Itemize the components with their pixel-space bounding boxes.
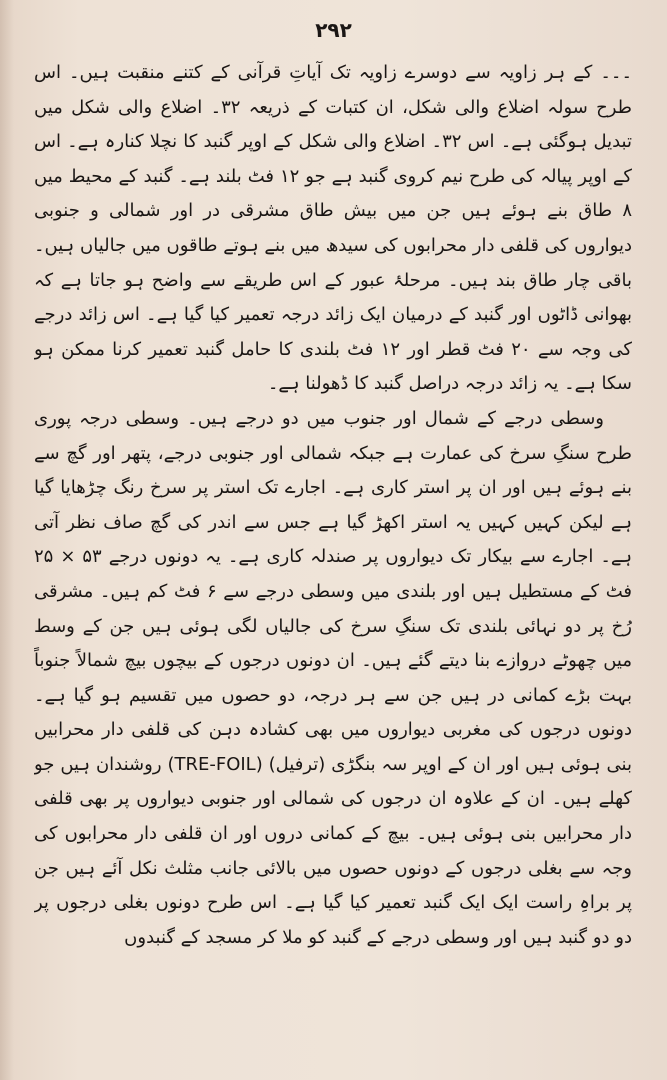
page-body — [34, 56, 632, 1066]
paragraph-1: ۔۔۔ کے ہر زاویہ سے دوسرے زاویہ تک آیاتِ قرآنی کے کتنے منقبت ہیں۔ اس طرح سولہ اضلاع والی شکل، ان کتبات کے ذریعہ ۳۲۔ اضلاع والی شکل میں تبدیل ہوگئی ہے۔ اس ۳۲۔ اضلاع والی شکل کے اوپر گنبد کا نچلا کنارہ ہے۔ اس کے اوپر پیالہ کی طرح نیم کروی گنبد ہے جو ۱۲ فٹ بلند ہے۔ گنبد کے محیط میں ۸ طاق بنے ہوئے ہیں جن میں بیش طاق مشرقی در اور شمالی و جنوبی دیواروں کی قلفی دار محرابوں کی سیدھ میں بنے ہوتے طاقوں میں جالیاں ہیں۔ باقی چار طاق بند ہیں۔ مرحلۂ عبور کے اس طریقے سے واضح ہو جاتا ہے کہ بھوانی ڈاٹوں اور گنبد کے درمیان ایک زائد درجہ تعمیر کیا گیا ہے۔ اس زائد درجے کی وجہ سے ۲۰ فٹ قطر اور ۱۲ فٹ بلندی کا حامل گنبد تعمیر کرنا ممکن ہو سکا ہے۔ یہ زائد درجہ دراصل گنبد کا ڈھولنا ہے۔ — [34, 62, 632, 395]
binding-shadow — [0, 0, 14, 1080]
page-number: ۲۹۲ — [315, 18, 352, 42]
paragraph-2: وسطی درجے کے شمال اور جنوب میں دو درجے ہیں۔ وسطی درجہ پوری طرح سنگِ سرخ کی عمارت ہے جبکہ شمالی اور جنوبی درجے، پتھر اور گچ سے بنے ہوئے ہیں اور ان پر استر کاری ہے۔ اجارے تک استر پر سرخ رنگ چڑھایا گیا ہے لیکن کہیں کہیں یہ استر اکھڑ گیا ہے جس سے اندر کی گچ صاف نظر آتی ہے۔ اجارے سے بیکار تک دیواروں پر صندلہ کاری ہے۔ یہ دونوں درجے ۵۳ × ۲۵ فٹ کے مستطیل ہیں اور بلندی میں وسطی درجے سے ۶ فٹ کم ہیں۔ مشرقی رُخ پر دو نہائی بلندی تک سنگِ سرخ کی جالیاں لگی ہوئی ہیں جن کے وسط میں چھوٹے دروازے بنا دیتے گئے ہیں۔ ان دونوں درجوں کے بیچوں بیچ شمالاً جنوباً بہت بڑے کمانی در ہیں جن سے ہر درجہ، دو حصوں میں تقسیم ہو گیا ہے۔ دونوں درجوں کی مغربی دیواروں میں بھی کشادہ دہن کی قلفی دار محرابیں بنی ہوئی ہیں اور ان کے اوپر سہ بنگڑی (ترفیل) (TRE-FOIL) روشندان ہیں جو کھلے ہیں۔ ان کے علاوہ ان درجوں کی شمالی اور جنوبی دیواروں پر بھی قلفی دار محرابیں بنی ہوئی ہیں۔ بیچ کے کمانی دروں اور ان قلفی دار محرابوں کی وجہ سے بغلی درجوں کے دونوں حصوں میں بالائی جانب مثلث نکل آئے ہیں جن پر براہِ راست ایک ایک گنبد تعمیر کیا گیا ہے۔ اس طرح دونوں بغلی درجوں پر دو دو گنبد ہیں اور وسطی درجے کے گنبد کو ملا کر مسجد کے گنبدوں — [34, 407, 632, 948]
